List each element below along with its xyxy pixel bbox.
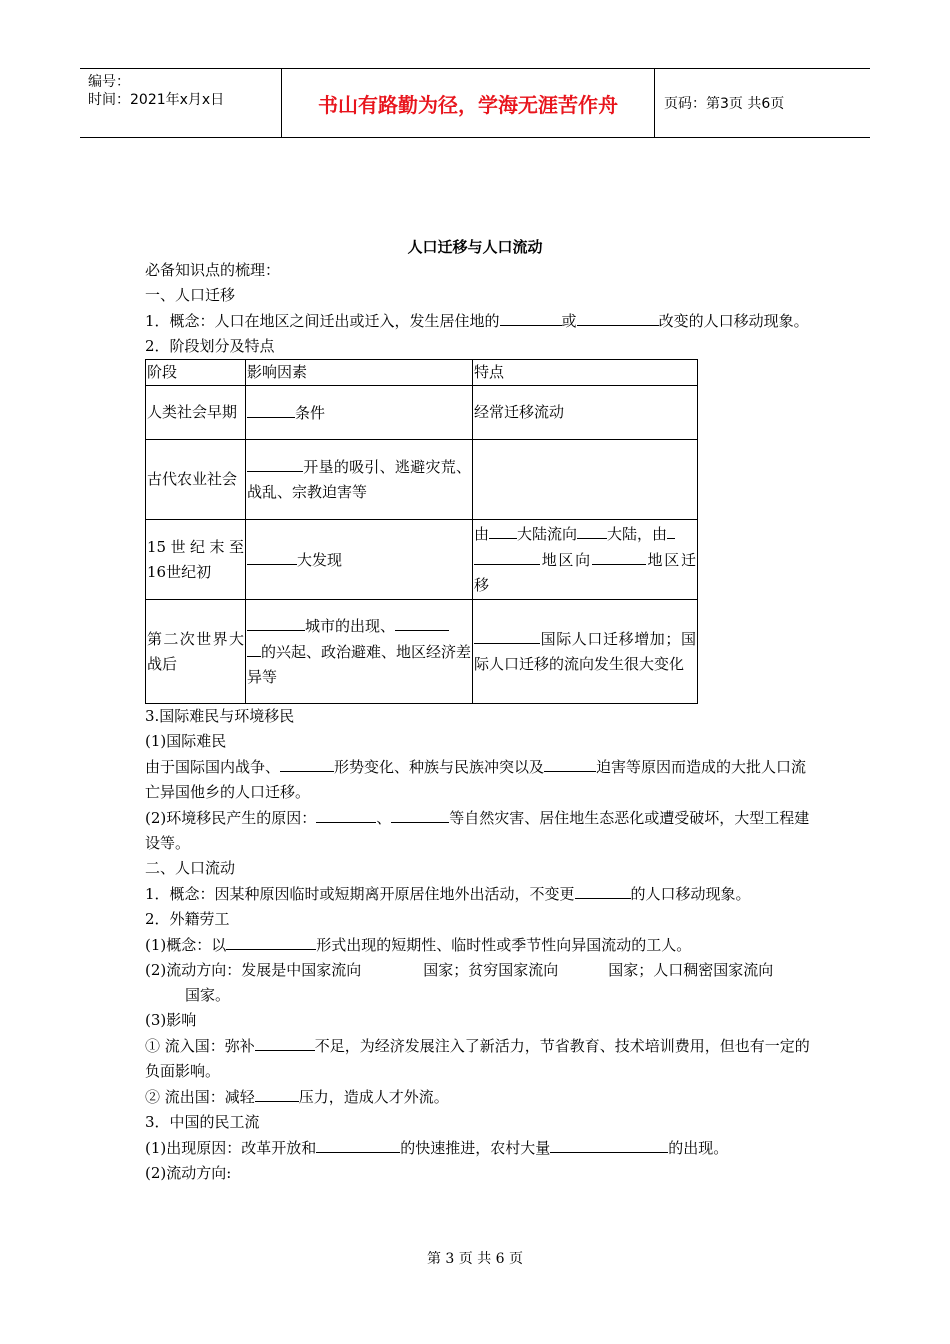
para-3: 3.国际难民与环境移民	[145, 707, 295, 725]
table-header: 影响因素	[246, 360, 473, 386]
doc-title: 人口迁移与人口流动	[407, 238, 543, 256]
para-q2-2: (2)流动方向：发展是中国家流向 国家；贫穷国家流向 国家；人口稠密国家流向国家。	[145, 961, 774, 1004]
intro: 必备知识点的梳理：	[145, 261, 281, 279]
para-q2-3: (3)影响	[145, 1011, 197, 1029]
para-3-1: (1)国际难民	[145, 732, 227, 750]
header-page-label: 页码：第3页 共6页	[664, 96, 785, 112]
para-q1: 1．概念：因某种原因临时或短期离开原居住地外出活动，不变更 的人口移动现象。	[145, 881, 810, 907]
section-2-heading: 二、人口流动	[145, 859, 236, 877]
para-q3-2: (2)流动方向:	[145, 1164, 232, 1182]
para-2: 2．阶段划分及特点	[145, 337, 275, 355]
para-q2-1: (1)概念：以 形式出现的短期性、临时性或季节性向异国流动的工人。	[145, 932, 810, 958]
para-q3-1: (1)出现原因：改革开放和 的快速推进，农村大量 的出现。	[145, 1135, 810, 1161]
stage-table	[145, 359, 698, 704]
para-q2-3b: ② 流出国：减轻 压力，造成人才外流。	[145, 1084, 810, 1110]
table-header: 阶段	[146, 360, 246, 386]
number-label: 编号：	[88, 74, 130, 90]
page-footer: 第 3 页 共 6 页	[426, 1251, 524, 1267]
para-3-2: (2)环境移民产生的原因： 、 等自然灾害、居住地生态恶化或遭受破坏，大型工程建设等。	[145, 805, 810, 856]
table-row: 人类社会早期 条件 经常迁移流动	[146, 386, 698, 440]
para-1: 1．概念：人口在地区之间迁出或迁入，发生居住地的 或 改变的人口移动现象。	[145, 308, 810, 334]
doc-body	[145, 258, 810, 1186]
header-motto: 书山有路勤为径，学海无涯苦作舟	[282, 69, 655, 137]
page-header	[80, 68, 870, 138]
para-q2: 2．外籍劳工	[145, 910, 230, 928]
header-meta	[80, 69, 282, 137]
table-row: 第二次世界大战后 城市的出现、 的兴起、政治避难、地区经济差异等 国际人口迁移增加；国际人口迁移的流向发生很大变化	[146, 600, 698, 704]
para-3-1-body: 由于国际国内战争、 形势变化、种族与民族冲突以及 迫害等原因而造成的大批人口流亡异国他乡的人口迁移。	[145, 754, 810, 805]
section-1-heading: 一、人口迁移	[145, 286, 236, 304]
time-label: 时间：2021年x月x日	[88, 92, 225, 108]
para-q3: 3．中国的民工流	[145, 1113, 260, 1131]
table-row: 15世纪末至16世纪初 大发现 由 大陆流向 大陆，由 地区向 地区迁移	[146, 520, 698, 600]
para-q2-3a: ① 流入国：弥补 不足，为经济发展注入了新活力，节省教育、技术培训费用，但也有一定的负面影响。	[145, 1033, 810, 1084]
table-row: 古代农业社会 开垦的吸引、逃避灾荒、战乱、宗教迫害等	[146, 440, 698, 520]
table-header: 特点	[473, 360, 698, 386]
